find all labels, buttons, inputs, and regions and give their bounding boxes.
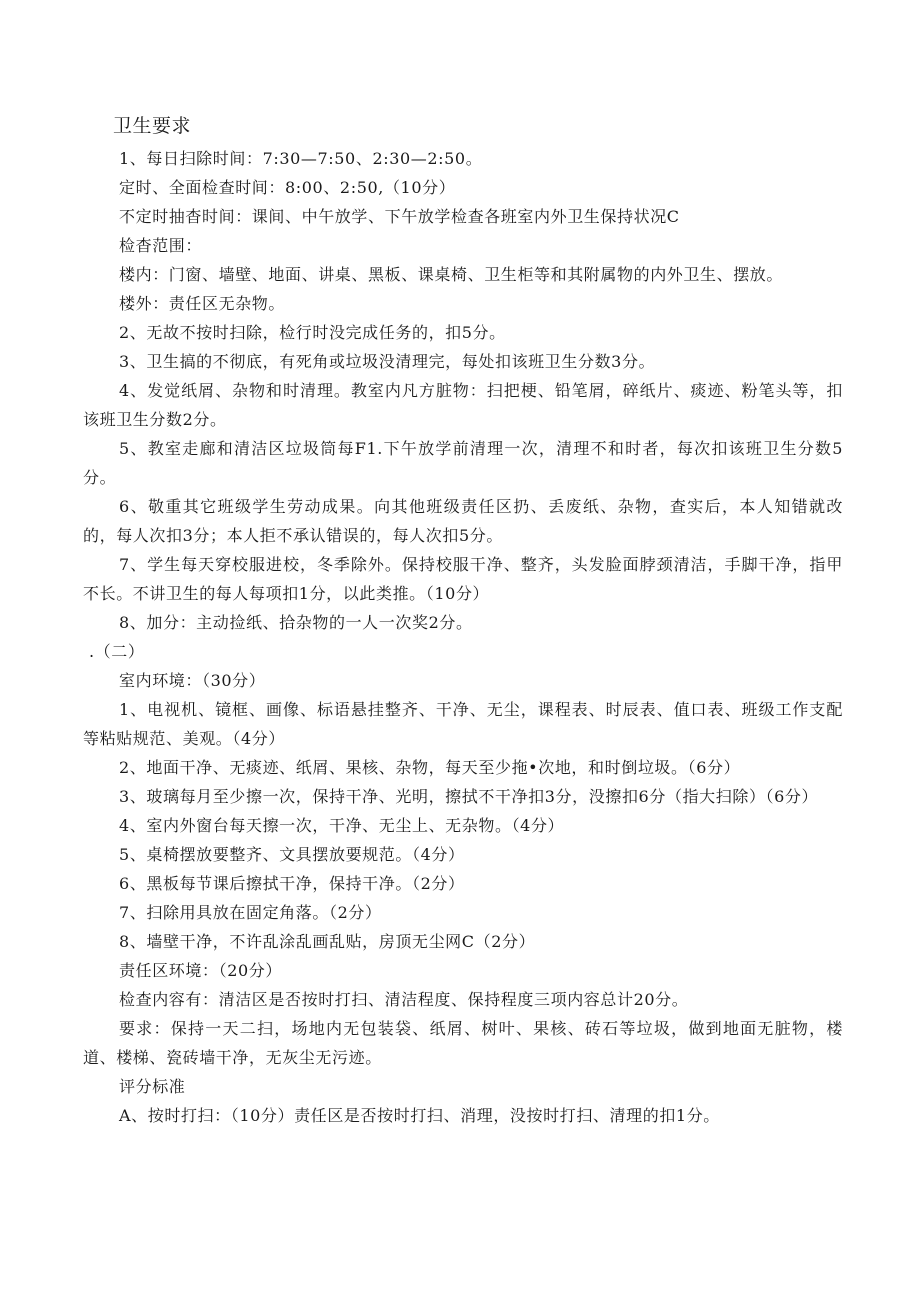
paragraph: 5、教室走廊和清洁区垃圾筒每F1.下午放学前清理一次，清理不和时者，每次扣该班卫生分数5分。 (83, 439, 843, 487)
paragraph: 6、黑板每节课后擦拭干净，保持干净。（2分） (119, 874, 465, 893)
paragraph: 8、墙壁干净，不许乱涂乱画乱贴，房顶无尘网C（2分） (119, 932, 536, 951)
paragraph: 1、电视机、镜框、画像、标语悬挂整齐、干净、无尘，课程表、时辰表、值口表、班级工作支配等粘贴规范、美观。（4分） (83, 700, 843, 748)
section-marker: .（二） (89, 642, 145, 661)
paragraph: 8、加分：主动捡纸、拾杂物的一人一次奖2分。 (119, 613, 473, 632)
paragraph: 1、每日扫除时间：7:30—7:50、2:30—2:50。 (119, 149, 483, 168)
paragraph: 4、室内外窗台每天擦一次，干净、无尘上、无杂物。（4分） (119, 816, 565, 835)
paragraph: 评分标准 (119, 1077, 186, 1096)
document-title: 卫生要求 (113, 115, 192, 137)
paragraph: 7、扫除用具放在固定角落。（2分） (119, 903, 382, 922)
paragraph: 4、发觉纸屑、杂物和时清理。教室内凡方脏物：扫把梗、铅笔屑，碎纸片、痰迹、粉笔头等，扣该班卫生分数2分。 (83, 381, 843, 429)
paragraph: 3、卫生搞的不彻底，有死角或垃圾没清理完，每处扣该班卫生分数3分。 (119, 352, 656, 371)
paragraph: 检查内容有：清洁区是否按时打扫、清洁程度、保持程度三项内容总计20分。 (119, 990, 689, 1009)
paragraph: 2、无故不按时扫除，检行时没完成任务的，扣5分。 (119, 323, 506, 342)
paragraph: A、按时打扫：（10分）责任区是否按时打扫、消理，没按时打扫、清理的扣1分。 (119, 1106, 720, 1125)
paragraph: 3、玻璃每月至少擦一次，保持干净、光明，擦拭不干净扣3分，没擦扣6分（指大扫除）（6分） (119, 787, 819, 806)
paragraph: 要求：保持一天二扫，场地内无包装袋、纸屑、树叶、果核、砖石等垃圾，做到地面无脏物，楼道、楼梯、瓷砖墙干净，无灰尘无污迹。 (83, 1019, 843, 1067)
paragraph: 6、敬重其它班级学生劳动成果。向其他班级责任区扔、丢废纸、杂物，查实后，本人知错就改的，每人次扣3分；本人拒不承认错误的，每人次扣5分。 (83, 497, 843, 545)
paragraph: 楼内：门窗、墙壁、地面、讲桌、黑板、课桌椅、卫生柜等和其附属物的内外卫生、摆放。 (119, 265, 784, 284)
paragraph: 2、地面干净、无痰迹、纸屑、果核、杂物，每天至少拖•次地，和时倒垃圾。（6分） (119, 758, 741, 777)
paragraph: 5、桌椅摆放要整齐、文具摆放要规范。（4分） (119, 845, 465, 864)
paragraph: 检杳范围： (119, 236, 203, 255)
paragraph: 楼外：责任区无杂物。 (119, 294, 286, 313)
paragraph: 责任区环境：（20分） (119, 961, 282, 980)
paragraph: 不定时抽杳时间：课间、中午放学、下午放学检查各班室内外卫生保持状况C (119, 207, 680, 226)
paragraph: 定时、全面检查时间：8:00、2:50,（10分） (119, 178, 456, 197)
document-body (83, 144, 843, 1130)
paragraph: 室内环境：（30分） (119, 671, 266, 690)
paragraph: 7、学生每天穿校服进校，冬季除外。保持校服干净、整齐，头发脸面脖颈清洁，手脚干净，指甲不长。不讲卫生的每人每项扣1分，以此类推。（10分） (83, 555, 843, 603)
